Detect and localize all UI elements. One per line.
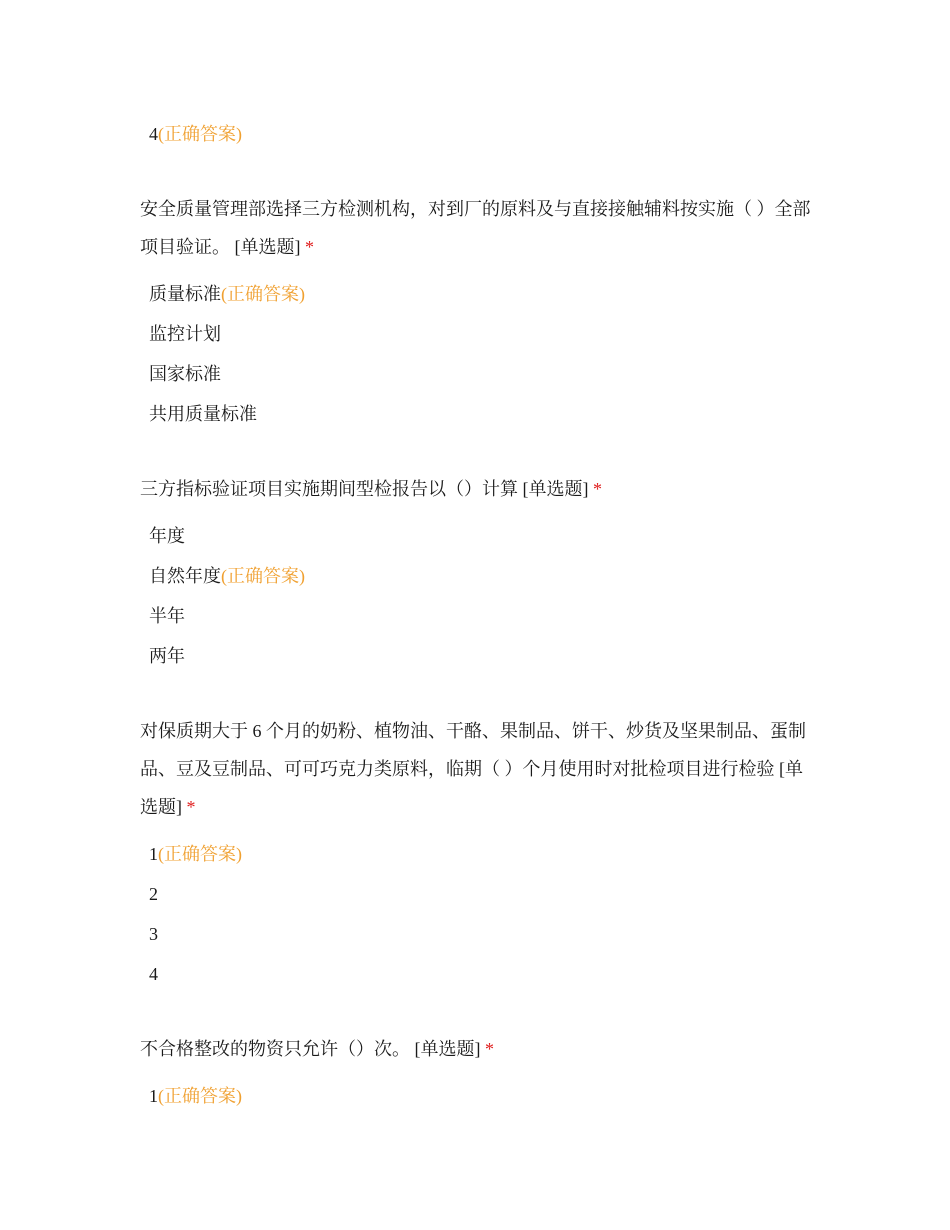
option-item bbox=[140, 394, 820, 434]
question-type: [单选题] bbox=[140, 759, 803, 817]
correct-answer-tag: (正确答案) bbox=[158, 124, 242, 144]
required-mark: * bbox=[593, 479, 602, 499]
option-item bbox=[140, 874, 820, 914]
option-item bbox=[140, 636, 820, 676]
option-item bbox=[140, 914, 820, 954]
option-item bbox=[140, 834, 820, 874]
correct-answer-tag: (正确答案) bbox=[158, 844, 242, 864]
question-text bbox=[140, 712, 820, 826]
question-text bbox=[140, 470, 820, 508]
option-label: 半年 bbox=[149, 606, 185, 626]
option-item bbox=[140, 556, 820, 596]
question-text bbox=[140, 1030, 820, 1068]
question-block bbox=[140, 712, 820, 994]
option-list bbox=[140, 274, 820, 434]
option-item bbox=[140, 1076, 820, 1116]
option-item bbox=[140, 314, 820, 354]
option-label: 4 bbox=[149, 964, 158, 984]
option-label: 质量标准 bbox=[149, 284, 221, 304]
option-label: 年度 bbox=[149, 526, 185, 546]
question-stem: 安全质量管理部选择三方检测机构，对到厂的原料及与直接接触辅料按实施（ ）全部项目验证。 bbox=[140, 199, 811, 257]
option-list bbox=[140, 114, 820, 154]
option-item bbox=[140, 114, 820, 154]
option-item bbox=[140, 516, 820, 556]
option-item bbox=[140, 954, 820, 994]
correct-answer-tag: (正确答案) bbox=[158, 1086, 242, 1106]
question-block bbox=[140, 190, 820, 434]
option-item bbox=[140, 274, 820, 314]
required-mark: * bbox=[485, 1039, 494, 1059]
correct-answer-tag: (正确答案) bbox=[221, 284, 305, 304]
option-label: 共用质量标准 bbox=[149, 404, 257, 424]
question-block bbox=[140, 1030, 820, 1116]
option-list bbox=[140, 1076, 820, 1116]
correct-answer-tag: (正确答案) bbox=[221, 566, 305, 586]
option-label: 4 bbox=[149, 124, 158, 144]
option-label: 国家标准 bbox=[149, 364, 221, 384]
option-list bbox=[140, 516, 820, 676]
question-type: [单选题] bbox=[414, 1039, 481, 1059]
option-item bbox=[140, 354, 820, 394]
option-item bbox=[140, 596, 820, 636]
option-label: 自然年度 bbox=[149, 566, 221, 586]
question-block bbox=[140, 470, 820, 676]
question-stem: 对保质期大于 6 个月的奶粉、植物油、干酪、果制品、饼干、炒货及坚果制品、蛋制品、豆及豆制品、可可巧克力类原料，临期（ ）个月使用时对批检项目进行检验 bbox=[140, 721, 806, 779]
question-stem: 不合格整改的物资只允许（）次。 bbox=[140, 1039, 410, 1059]
question-type: [单选题] bbox=[522, 479, 589, 499]
question-text bbox=[140, 190, 820, 266]
option-label: 1 bbox=[149, 1086, 158, 1106]
option-list bbox=[140, 834, 820, 994]
option-label: 监控计划 bbox=[149, 324, 221, 344]
question-stem: 三方指标验证项目实施期间型检报告以（）计算 bbox=[140, 479, 518, 499]
option-label: 3 bbox=[149, 924, 158, 944]
required-mark: * bbox=[305, 237, 314, 257]
question-fragment bbox=[140, 114, 820, 154]
option-label: 2 bbox=[149, 884, 158, 904]
required-mark: * bbox=[186, 797, 196, 817]
question-type: [单选题] bbox=[234, 237, 301, 257]
option-label: 1 bbox=[149, 844, 158, 864]
option-label: 两年 bbox=[149, 646, 185, 666]
